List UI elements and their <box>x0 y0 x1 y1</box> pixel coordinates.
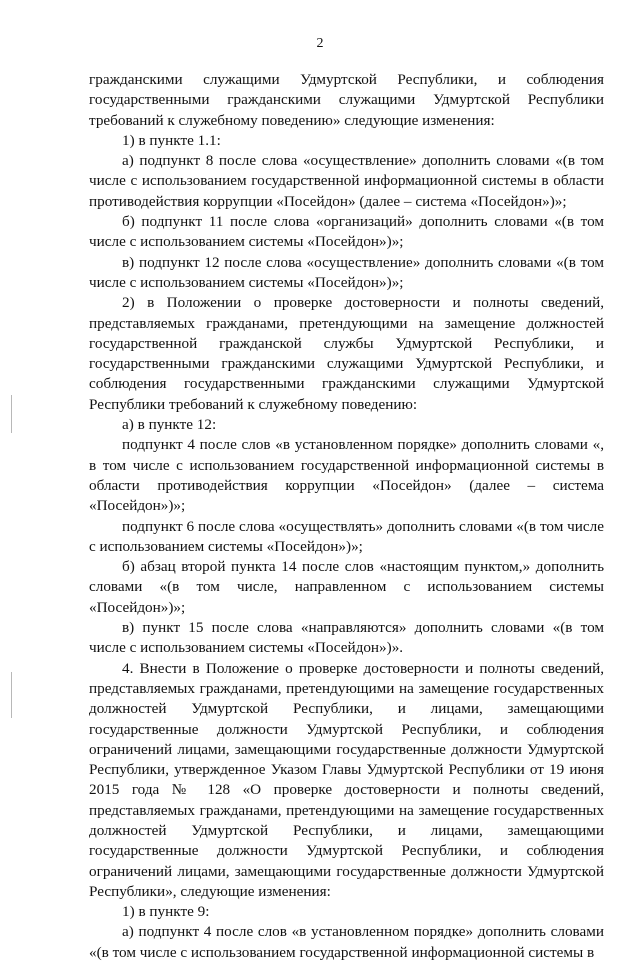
page-number: 2 <box>316 36 324 51</box>
paragraph-subpoint-6: подпункт 6 после слова «осуществлять» дополнить словами «(в том числе с использованием системы «Посейдон»)»; <box>89 517 604 555</box>
paragraph-item-2: 2) в Положении о проверке достоверности и полноты сведений, представляемых гражданами, претендующими на замещение должностей государственной гражданской службы Удмуртской Республики, и государственными гражданскими служащими Удмуртской Республики, и соблюдения государственными гражданскими служащими Удмуртской Республики требований к служебному поведению: <box>89 294 604 413</box>
paragraph-intro-continuation: гражданскими служащими Удмуртской Республики, и соблюдения государственными гражданскими служащими Удмуртской Республики требований к служебному поведению» следующие изменения: <box>89 71 604 129</box>
paragraph-item-1: 1) в пункте 1.1: <box>122 131 221 149</box>
paragraph-subpoint-4: подпункт 4 после слов «в установленном порядке» дополнить словами «, в том числе с использованием государственной информационной системы в области противодействия коррупции «Посейдон» (далее – система «Посейдон»)»; <box>89 436 604 515</box>
paragraph-section-4-item-1: 1) в пункте 9: <box>122 903 210 921</box>
paragraph-item-2-b: б) абзац второй пункта 14 после слов «настоящим пунктом,» дополнить словами «(в том числе, направленном с использованием системы «Посейдон»)»; <box>89 558 604 616</box>
scan-margin-mark-bottom <box>11 672 12 718</box>
paragraph-subitem-v: в) подпункт 12 после слова «осуществление» дополнить словами «(в том числе с использованием системы «Посейдон»)»; <box>89 253 604 291</box>
paragraph-subitem-a: а) подпункт 8 после слова «осуществление» дополнить словами «(в том числе с использованием государственной информационной системы в области противодействия коррупции «Посейдон» (далее – система «Посейдон»)»; <box>89 152 604 210</box>
scan-margin-mark-top <box>11 395 12 433</box>
document-body <box>89 70 604 963</box>
paragraph-section-4-item-1-a: а) подпункт 4 после слов «в установленном порядке» дополнить словами «(в том числе с использованием государственной информационной системы в <box>89 923 604 961</box>
paragraph-item-2-v: в) пункт 15 после слова «направляются» дополнить словами «(в том числе с использованием системы «Посейдон»)». <box>89 619 604 657</box>
paragraph-item-2-a: а) в пункте 12: <box>122 416 217 434</box>
paragraph-section-4: 4. Внести в Положение о проверке достоверности и полноты сведений, представляемых гражданами, претендующими на замещение государственных должностей Удмуртской Республики, и лицами, замещающими государственные должности Удмуртской Республики, и соблюдения ограничений лицами, замещающими государственные должности Удмуртской Республики, утвержденное Указом Главы Удмуртской Республики от 19 июня 2015 года № 128 «О проверке достоверности и полноты сведений, представляемых гражданами, претендующими на замещение государственных должностей Удмуртской Республики, и лицами, замещающими государственные должности Удмуртской Республики, и соблюдения ограничений лицами, замещающими государственные должности Удмуртской Республики», следующие изменения: <box>89 659 604 900</box>
paragraph-subitem-b: б) подпункт 11 после слова «организаций» дополнить словами «(в том числе с использованием системы «Посейдон»)»; <box>89 213 604 251</box>
